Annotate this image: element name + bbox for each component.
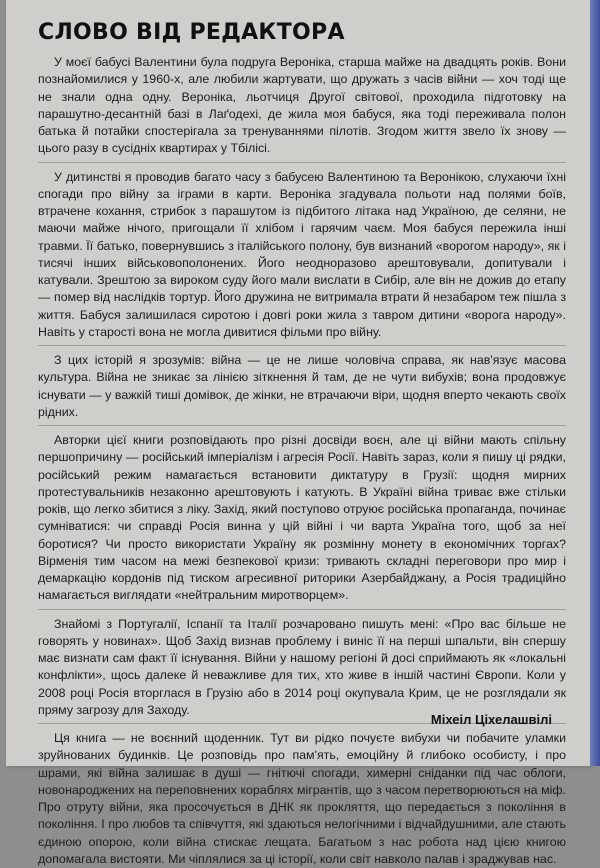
paragraph-6: Ця книга — не воєнний щоденник. Тут ви рідко почуєте вибухи чи побачите уламки зруйнованих будинків. Це розповідь про пам'ять, емоційну й глибоко особисту, і про шрами, які війна залишає в душі — гнітючі спогади, химерні сніданки під час облоги, новонароджених на переповнених кораблях мігрантів, що з часом перетворюються на міф. Про отруту війни, яка просочується в ДНК як прокляття, що передається з покоління в покоління. І про любов та співчуття, які здаються нелогічними і відчайдушними, але стають єдиною опорою, коли війна стискає лещата. Багатьом з нас робота над цією книгою допомагала вистояти. Ми чіплялися за ці історії, коли світ навколо палав і зраджував нас.	[38, 731, 566, 866]
paragraph-divider	[38, 345, 566, 346]
editorial-body	[38, 54, 566, 868]
paragraph-2: У дитинстві я проводив багато часу з бабусею Валентиною та Веронікою, слухаючи їхні спогади про війну за іграми в карти. Вероніка згадувала польоти над полями боїв, втрачене кохання, стрибок з парашутом із підбитого літака над Україною, де селяни, не маючи майже нічого, пригощали її хлібом і гарячим чаєм. Моя бабуся пережила інші травми. Її батько, повернувшись з італійського полону, був визнаний «ворогом народу», як і тисячі інших військовополонених. Його неодноразово арештовували, допитували і катували. Зрештою за вироком суду його мали вислати в Сибір, але він не дожив до етапу — помер від наслідків тортур. Його дружина не витримала втрати й незабаром теж пішла з життя. Бабуся залишилася сиротою і довгі роки жила з тавром дитини «ворога народу». Навіть у старості вона не могла дивитися фільми про війну.	[38, 169, 566, 339]
paragraph-3: З цих історій я зрозумів: війна — це не лише чоловіча справа, як нав'язує масова культура. Війна не зникає за лінією зіткнення й там, де не чути вибухів; вона продовжує існувати — у важкій тиші домівок, де жінки, не втрачаючи віри, щодня вперто чекають своїх рідних.	[38, 353, 566, 419]
paragraph-divider	[38, 609, 566, 610]
paragraph-divider	[38, 162, 566, 163]
paragraph-4: Авторки цієї книги розповідають про різні досвіди воєн, але ці війни мають спільну першопричину — російський імперіалізм і агресія Росії. Навіть зараз, коли я пишу ці рядки, російський режим намагається встановити диктатуру в Грузії: щодня мирних протестувальників незаконно арештовують і катують. В Україні війна триває вже стільки років, що легко збитися з ліку. Захід, який поступово отруює російська пропаганда, починає сумніватися: чи справді Росія винна у цій війні і чи варта Україна того, щоб за неї боротися? Чи просто використати Україну як розмінну монету в економічних торгах? Вірменія тим часом на межі безпекової кризи: тривають складні переговори про мир і демаркацію кордонів під тиском агресивної риторики Азербайджану, а Росія традиційно намагається виглядати «нейтральним миротворцем».	[38, 433, 566, 603]
paragraph-divider	[38, 425, 566, 426]
paragraph-5: Знайомі з Португалії, Іспанії та Італії розчаровано пишуть мені: «Про вас більше не говорять у новинах». Щоб Захід визнав проблему і виніс її на перші шпальти, він спершу має визнати сам факт її існування. Війни у нашому регіоні й досі сприймають як «локальні конфлікти», щось далеке й неважливе для тих, хто живе в іншій частині Європи. Коли у 2008 році Росія вторглася в Грузію або в 2014 році окупувала Крим, це не розглядали як пряму загрозу для Заходу.	[38, 616, 566, 717]
document-page	[6, 0, 590, 866]
book-edge	[590, 0, 600, 766]
page-title: СЛОВО ВІД РЕДАКТОРА	[38, 20, 345, 45]
paragraph-1: У моєї бабусі Валентини була подруга Вероніка, старша майже на двадцять років. Вони познайомилися у 1960-х, але любили жартувати, що дружать з часів війни — хоч тоді ще не знали одна одну. Вероніка, льотчиця Другої світової, проходила підготовку на парашутно-десантній базі в Лаґодехі, де жила моя бабуся, яка тоді переживала полон батька й потайки спостерігала за тренуваннями пілотів. Згодом життя звело їх знову — цього разу в сусідніх квартирах у Тбілісі.	[38, 55, 566, 156]
author-signature: Міхеіл Ціхелашвілі	[430, 712, 552, 727]
